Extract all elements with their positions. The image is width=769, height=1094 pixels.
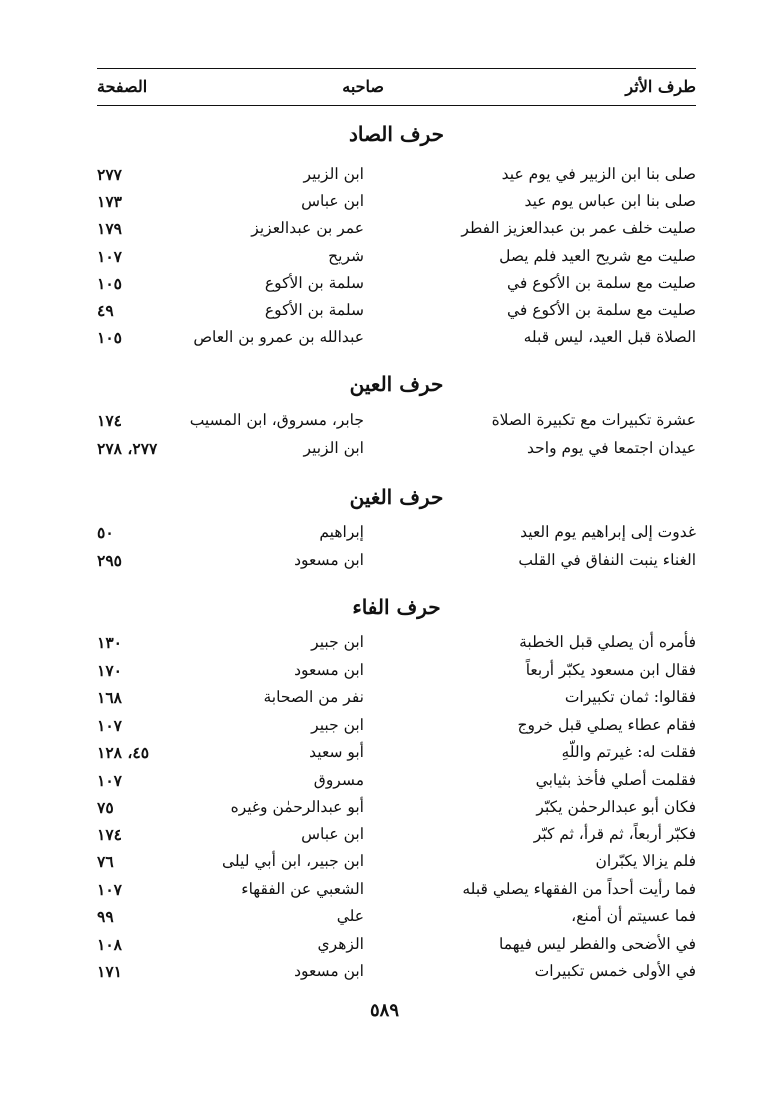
page-reference: ٤٩ — [97, 301, 114, 320]
narrator-name: ابن مسعود — [294, 661, 364, 679]
index-row — [97, 741, 696, 769]
index-row — [97, 933, 696, 961]
index-row — [97, 326, 696, 354]
index-row — [97, 190, 696, 218]
section-title: حرف العين — [349, 372, 444, 396]
narrator-name: ابن جبير — [311, 716, 364, 734]
page-reference: ١٠٧ — [97, 880, 122, 899]
page-reference: ٩٩ — [97, 907, 114, 926]
header-page-column: الصفحة — [97, 77, 148, 96]
athar-text: الغناء ينبت النفاق في القلب — [518, 551, 696, 569]
narrator-name: نفر من الصحابة — [263, 688, 364, 706]
section-title: حرف الفاء — [352, 595, 441, 619]
page-reference: ١٧٩ — [97, 219, 122, 238]
narrator-name: إبراهيم — [319, 523, 364, 541]
page-reference: ١٠٨ — [97, 935, 122, 954]
page-reference: ١٧٤ — [97, 825, 122, 844]
narrator-name: سلمة بن الأكوع — [264, 301, 364, 319]
page-reference: ٥٠ — [97, 523, 114, 542]
page-reference: ٧٥ — [97, 798, 114, 817]
athar-text: صليت مع شريح العيد فلم يصل — [499, 247, 696, 265]
page-reference: ١٠٧ — [97, 771, 122, 790]
index-row — [97, 823, 696, 851]
athar-text: فكبّر أربعاً، ثم قرأ، ثم كبّر — [533, 825, 696, 843]
narrator-name: ابن مسعود — [294, 551, 364, 569]
table-header — [97, 68, 696, 106]
page-reference: ١٠٧ — [97, 716, 122, 735]
athar-text: فأمره أن يصلي قبل الخطبة — [519, 633, 696, 651]
narrator-name: ابن الزبير — [303, 439, 364, 457]
athar-text: صلى بنا ابن الزبير في يوم عيد — [501, 165, 696, 183]
index-row — [97, 714, 696, 742]
section-title: حرف الصاد — [348, 122, 445, 146]
athar-text: فقلت له: غيرتم واللّهِ — [561, 743, 696, 761]
athar-text: صلى بنا ابن عباس يوم عيد — [524, 192, 696, 210]
athar-text: صليت خلف عمر بن عبدالعزيز الفطر — [461, 219, 696, 237]
header-bottom-rule — [97, 105, 696, 106]
header-athar-column: طرف الأثر — [625, 77, 696, 96]
index-row — [97, 245, 696, 273]
athar-text: فقلمت أصلي فأخذ بثيابي — [535, 771, 696, 789]
athar-text: صليت مع سلمة بن الأكوع في — [507, 274, 696, 292]
index-row — [97, 631, 696, 659]
narrator-name: ابن جبير — [311, 633, 364, 651]
page-number: ٥٨٩ — [369, 1000, 399, 1021]
index-row — [97, 769, 696, 797]
athar-text: فما رأيت أحداً من الفقهاء يصلي قبله — [462, 880, 696, 898]
narrator-name: ابن جبير، ابن أبي ليلى — [221, 852, 364, 870]
index-row — [97, 878, 696, 906]
page-reference: ٤٥، ١٢٨ — [97, 743, 150, 762]
section-title: حرف الغين — [349, 485, 444, 509]
narrator-name: ابن الزبير — [303, 165, 364, 183]
athar-text: فكان أبو عبدالرحمٰن يكبّر — [536, 798, 696, 816]
narrator-name: أبو عبدالرحمٰن وغيره — [230, 798, 364, 816]
header-top-rule — [97, 68, 696, 69]
page-reference: ١٧١ — [97, 962, 122, 981]
page-reference: ٢٧٧، ٢٧٨ — [97, 439, 158, 458]
index-row — [97, 686, 696, 714]
narrator-name: الزهري — [317, 935, 364, 953]
page-reference: ١٠٥ — [97, 274, 122, 293]
narrator-name: شريح — [328, 247, 364, 265]
narrator-name: جابر، مسروق، ابن المسيب — [189, 411, 364, 429]
index-row — [97, 163, 696, 191]
page-reference: ١٠٧ — [97, 247, 122, 266]
athar-text: غدوت إلى إبراهيم يوم العيد — [520, 523, 696, 541]
index-row — [97, 796, 696, 824]
page-reference: ٧٦ — [97, 852, 114, 871]
index-row — [97, 850, 696, 878]
page-reference: ١٠٥ — [97, 328, 122, 347]
narrator-name: مسروق — [313, 771, 364, 789]
narrator-name: الشعبي عن الفقهاء — [241, 880, 364, 898]
athar-text: في الأضحى والفطر ليس فيهما — [499, 935, 696, 953]
page-reference: ١٦٨ — [97, 688, 122, 707]
athar-text: فقالوا: ثمان تكبيرات — [564, 688, 696, 706]
page-reference: ١٧٠ — [97, 661, 122, 680]
narrator-name: علي — [336, 907, 364, 925]
page-reference: ١٣٠ — [97, 633, 122, 652]
narrator-name: أبو سعيد — [309, 743, 364, 761]
narrator-name: ابن عباس — [301, 192, 364, 210]
header-narrator-column: صاحبه — [342, 77, 384, 96]
narrator-name: ابن مسعود — [294, 962, 364, 980]
index-row — [97, 409, 696, 437]
index-row — [97, 272, 696, 300]
narrator-name: ابن عباس — [301, 825, 364, 843]
page-reference: ١٧٤ — [97, 411, 122, 430]
page-reference: ١٧٣ — [97, 192, 122, 211]
athar-text: فقام عطاء يصلي قبل خروج — [517, 716, 696, 734]
narrator-name: عبدالله بن عمرو بن العاص — [193, 328, 364, 346]
index-row — [97, 960, 696, 988]
narrator-name: عمر بن عبدالعزيز — [251, 219, 364, 237]
athar-text: عشرة تكبيرات مع تكبيرة الصلاة — [491, 411, 696, 429]
athar-text: عيدان اجتمعا في يوم واحد — [527, 439, 696, 457]
athar-text: الصلاة قبل العيد، ليس قبله — [523, 328, 696, 346]
index-row — [97, 521, 696, 549]
index-row — [97, 659, 696, 687]
narrator-name: سلمة بن الأكوع — [264, 274, 364, 292]
athar-text: في الأولى خمس تكبيرات — [534, 962, 696, 980]
athar-text: فما عسيتم أن أمنع، — [571, 907, 696, 925]
index-row — [97, 437, 696, 465]
athar-text: فلم يزالا يكبّران — [595, 852, 696, 870]
index-row — [97, 905, 696, 933]
index-row — [97, 549, 696, 577]
index-row — [97, 217, 696, 245]
page-reference: ٢٧٧ — [97, 165, 122, 184]
athar-text: فقال ابن مسعود يكبّر أربعاً — [525, 661, 696, 679]
page-reference: ٢٩٥ — [97, 551, 122, 570]
index-row — [97, 299, 696, 327]
athar-text: صليت مع سلمة بن الأكوع في — [507, 301, 696, 319]
